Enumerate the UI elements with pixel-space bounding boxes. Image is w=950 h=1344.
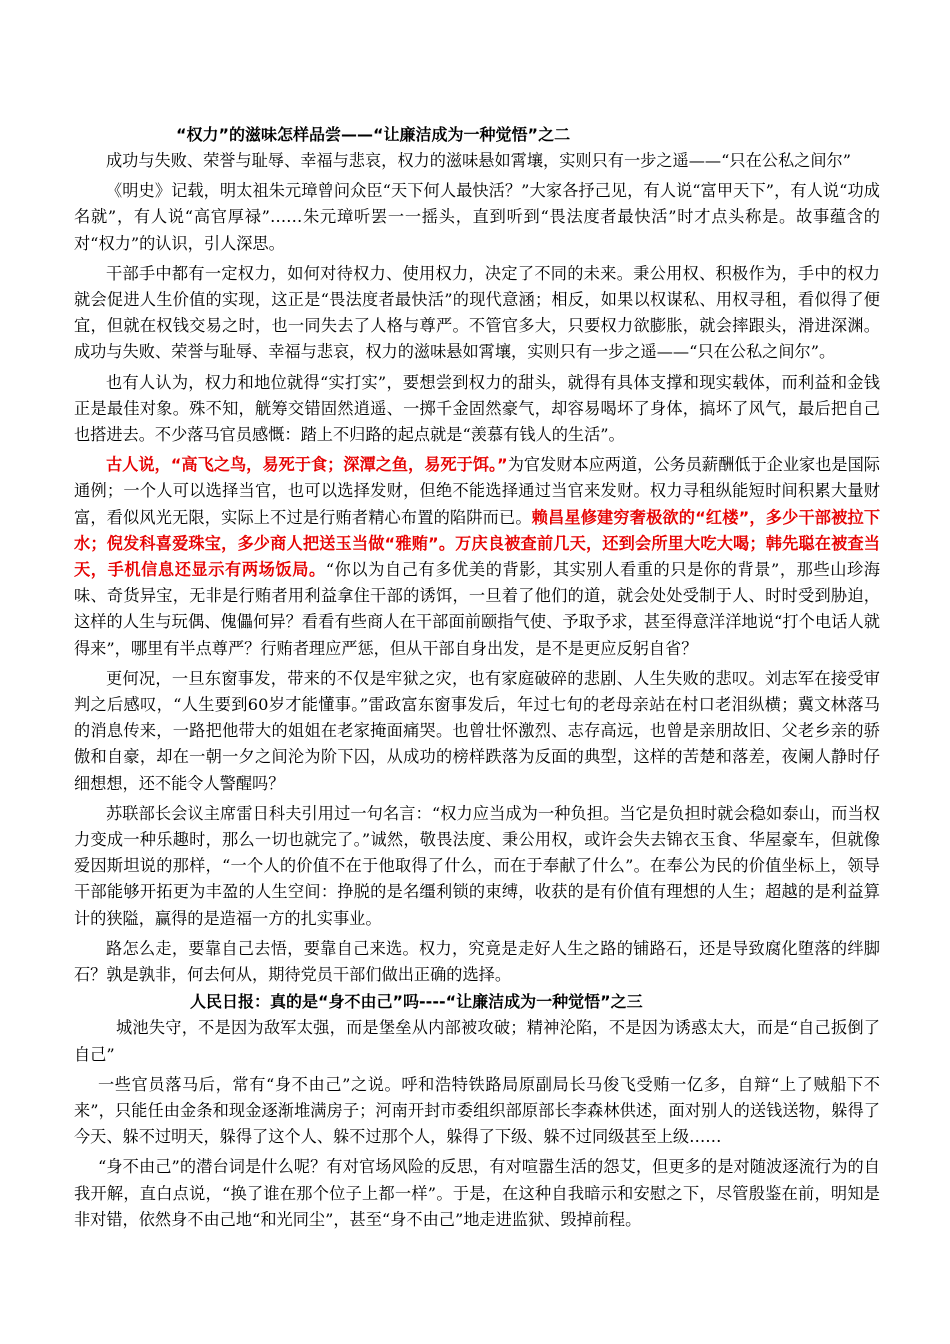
article-lead: 城池失守，不是因为敌军太强，而是堡垒从内部被攻破；精神沦陷，不是因为诱惑太大，而是“自己扳倒了自己” bbox=[74, 1018, 880, 1064]
paragraph-text: 为官发财本应两道，公务员薪酬低于企业家也是国际通例；一个人可以选择当官，也可以选择发财，但绝不能选择通过当官来发财。权力寻租纵能短时间积累大量财富，看似风光无限，实际上不过是行贿者精心布置的陷阱而已。 bbox=[74, 455, 880, 527]
paragraph: 《明史》记载，明太祖朱元璋曾问众臣“天下何人最快活？”大家各抒己见，有人说“富甲天下”，有人说“功成名就”，有人说“高官厚禄”……朱元璋听罢一一摇头，直到听到“畏法度者最快活”时才点头称是。故事蕴含的对“权力”的认识，引人深思。 bbox=[74, 181, 880, 253]
paragraph-text: “你以为自己有多优美的背影，其实别人看重的只是你的背景”，那些山珍海味、奇货异宝，无非是行贿者用利益拿住干部的诱饵，一旦着了他们的道，就会处处受制于人、时时受到胁迫，这样的人生与玩偶、傀儡何异？看看有些商人在干部面前颐指气使、予取予求，甚至得意洋洋地说“打个电话人就得来”，哪里有半点尊严？行贿者理应严惩，但从干部自身出发，是不是更应反躬自省？ bbox=[74, 560, 880, 658]
article-lead: 成功与失败、荣誉与耻辱、幸福与悲哀，权力的滋味悬如霄壤，实则只有一步之遥——“只在公私之间尔” bbox=[106, 151, 851, 170]
article-title: “权力”的滋味怎样品尝——“让廉洁成为一种觉悟”之二 bbox=[176, 125, 571, 144]
paragraph: “身不由己”的潜台词是什么呢？有对官场风险的反思，有对喧嚣生活的怨艾，但更多的是对随波逐流行为的自我开解，直白点说，“换了谁在那个位子上都一样”。于是，在这种自我暗示和安慰之下，尽管殷鉴在前，明知是非对错，依然身不由己地“和光同尘”，甚至“身不由己”地走进监狱、毁掉前程。 bbox=[74, 1157, 880, 1229]
paragraph: 干部手中都有一定权力，如何对待权力、使用权力，决定了不同的未来。秉公用权、积极作为，手中的权力就会促进人生价值的实现，这正是“畏法度者最快活”的现代意涵；相反，如果以权谋私、用权寻租，看似得了便宜，但就在权钱交易之时，也一同失去了人格与尊严。不管官多大，只要权力欲膨胀，就会摔跟头，滑进深渊。成功与失败、荣誉与耻辱、幸福与悲哀，权力的滋味悬如霄壤，实则只有一步之遥——“只在公私之间尔”。 bbox=[74, 263, 880, 362]
document-page bbox=[74, 122, 880, 1233]
paragraph: 路怎么走，要靠自己去悟，要靠自己来选。权力，究竟是走好人生之路的铺路石，还是导致腐化堕落的绊脚石？孰是孰非，何去何从，期待党员干部们做出正确的选择。 bbox=[74, 938, 880, 985]
paragraph: 更何况，一旦东窗事发，带来的不仅是牢狱之灾，也有家庭破碎的悲剧、人生失败的悲叹。刘志军在接受审判之后感叹，“人生要到60岁才能懂事。”雷政富东窗事发后，年过七旬的老母亲站在村口老泪纵横；冀文林落马的消息传来，一路把他带大的姐姐在老家掩面痛哭。也曾壮怀激烈、志存高远，也曾是亲朋故旧、父老乡亲的骄傲和自豪，却在一朝一夕之间沦为阶下囚，从成功的榜样跌落为反面的典型，这样的苦楚和落差，夜阑人静时仔细想想，还不能令人警醒吗？ bbox=[74, 668, 880, 793]
paragraph-with-highlight bbox=[74, 452, 880, 662]
article-title: 人民日报：真的是“身不由己”吗----“让廉洁成为一种觉悟”之三 bbox=[190, 992, 643, 1012]
paragraph: 苏联部长会议主席雷日科夫引用过一句名言：“权力应当成为一种负担。当它是负担时就会稳如泰山，而当权力变成一种乐趣时，那么一切也就完了。”诚然，敬畏法度、秉公用权，或许会失去锦衣玉食、华屋豪车，但就像爱因斯坦说的那样，“一个人的价值不在于他取得了什么，而在于奉献了什么”。在奉公为民的价值坐标上，领导干部能够开拓更为丰盈的人生空间：挣脱的是名缰利锁的束缚，收获的是有价值有理想的人生；超越的是利益算计的狭隘，赢得的是造福一方的扎实事业。 bbox=[74, 803, 880, 928]
paragraph: 一些官员落马后，常有“身不由己”之说。呼和浩特铁路局原副局长马俊飞受贿一亿多，自辩“上了贼船下不来”，只能任由金条和现金逐渐堆满房子；河南开封市委组织部原部长李森林供述，面对别人的送钱送物，躲得了今天、躲不过明天，躲得了这个人、躲不过那个人，躲得了下级、躲不过同级甚至上级…… bbox=[74, 1074, 880, 1147]
highlighted-cases: 赖昌星修建穷奢极欲的“红楼”，多少干部被拉下水；倪发科喜爱珠宝，多少商人把送玉当做“雅贿”。万庆良被查前几天，还到会所里大吃大喝；韩先聪在被查当天，手机信息还显示有两场饭局。 bbox=[74, 507, 881, 580]
paragraph: 也有人认为，权力和地位就得“实打实”，要想尝到权力的甜头，就得有具体支撑和现实载体，而利益和金钱正是最佳对象。殊不知，觥筹交错固然逍遥、一掷千金固然豪气，却容易喝坏了身体，搞坏了风气，最后把自己也搭进去。不少落马官员感慨：踏上不归路的起点就是“羡慕有钱人的生活”。 bbox=[74, 372, 880, 445]
highlighted-quote: 古人说，“高飞之鸟，易死于食；深潭之鱼，易死于饵。” bbox=[106, 455, 508, 475]
